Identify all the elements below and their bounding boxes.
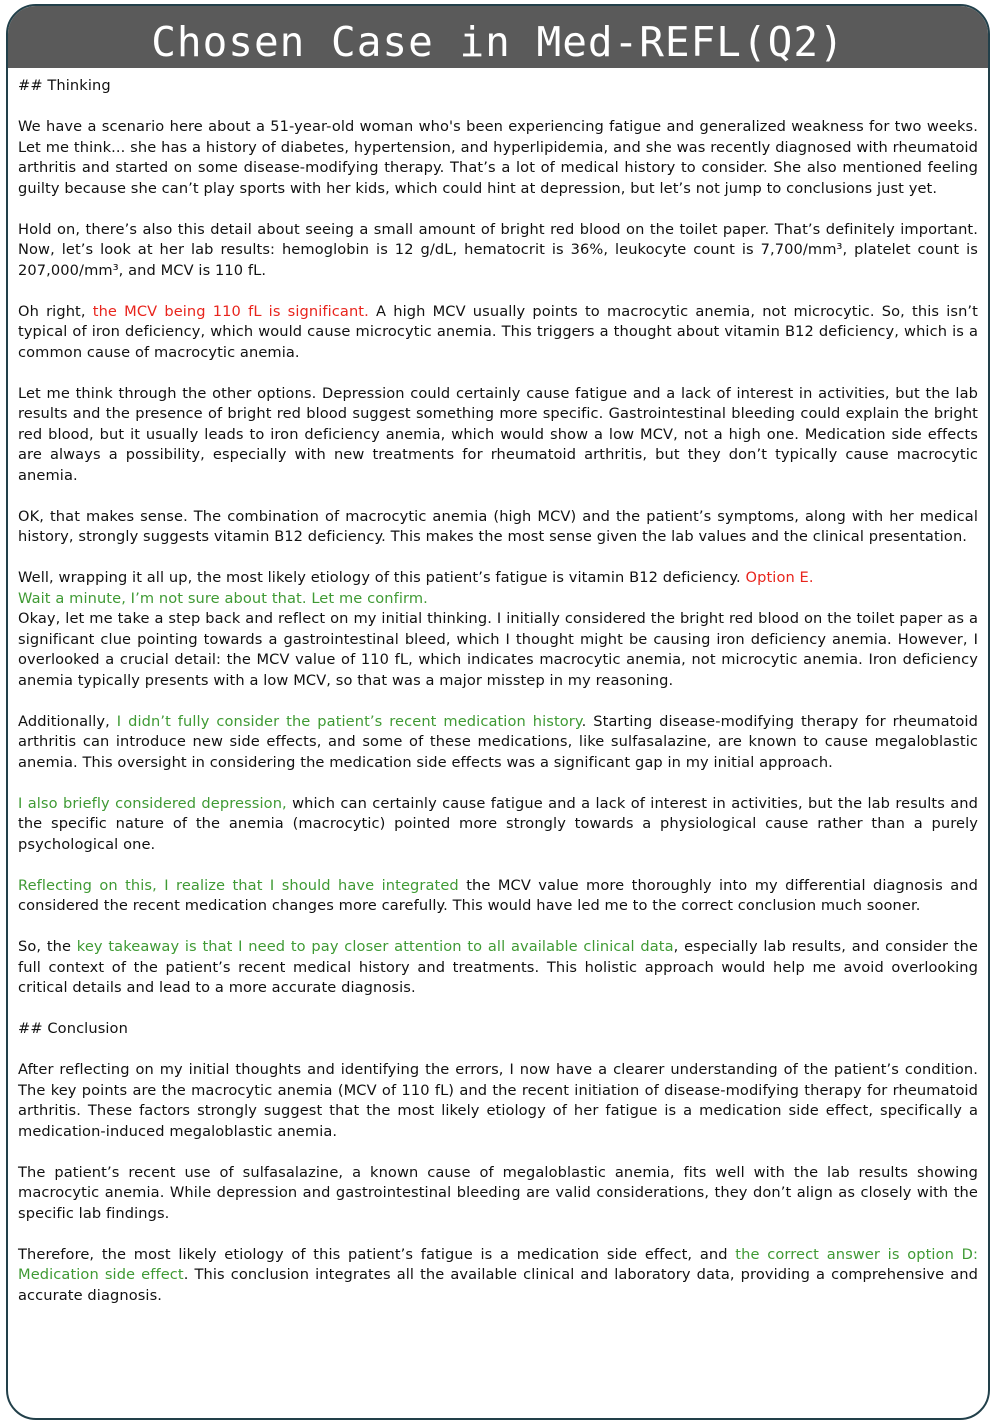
paragraph-mcv <box>18 302 978 364</box>
text: which can certainly cause fatigue and a lack of interest in activities, but the lab results and the specific nature of the anemia (macrocytic) pointed more strongly towards a physiological cause rather than a purely psychological one. <box>18 794 978 853</box>
paragraph-sulfasalazine: The patient’s recent use of sulfasalazine, a known cause of megaloblastic anemia, fits well with the lab results showing macrocytic anemia. While depression and gastrointestinal bleeding are valid considerations, they don’t align as closely with the specific lab findings. <box>18 1163 978 1222</box>
conclusion-heading: ## Conclusion <box>18 1020 128 1037</box>
text: Oh right, <box>18 302 93 320</box>
page-title: Chosen Case in Med-REFL(Q2) <box>8 6 988 68</box>
text: Well, wrapping it all up, the most likely etiology of this patient’s fatigue is vitamin B12 deficiency. <box>18 569 746 586</box>
highlight-red: Option E. <box>745 569 814 586</box>
text: Additionally, <box>18 712 117 730</box>
text: So, the <box>18 938 77 955</box>
highlight-green: I also briefly considered depression, <box>18 794 287 812</box>
paragraph-initial-answer <box>18 568 978 589</box>
text: . This conclusion integrates all the available clinical and laboratory data, providing a comprehensive and accurate diagnosis. <box>18 1266 978 1304</box>
paragraph-wait: Wait a minute, I’m not sure about that. Let me confirm. <box>18 589 428 607</box>
paragraph-depression <box>18 794 978 856</box>
paragraph-final-answer <box>18 1245 978 1307</box>
case-card <box>6 4 990 1420</box>
paragraph-conclusion: After reflecting on my initial thoughts and identifying the errors, I now have a clearer understanding of the patient’s condition. The key points are the macrocytic anemia (MCV of 110 fL) and the recent initiation of disease-modifying therapy for rheumatoid arthritis. These factors strongly suggest that the most likely etiology of her fatigue is a medication side effect, specifically a medication-induced megaloblastic anemia. <box>18 1061 978 1140</box>
highlight-green: the correct answer is option D: Medication side effect <box>18 1245 978 1283</box>
thinking-heading: ## Thinking <box>18 77 111 94</box>
paragraph-scenario: We have a scenario here about a 51-year-old woman who's been experiencing fatigue and generalized weakness for two weeks. Let me think... she has a history of diabetes, hypertension, and hyperlipidemia, and she was recently diagnosed with rheumatoid arthritis and started on some disease-modifying therapy. That’s a lot of medical history to consider. She also mentioned feeling guilty because she can’t play sports with her kids, which could hint at depression, but let’s not jump to conclusions just yet. <box>18 118 978 197</box>
text: , especially lab results, and consider the full context of the patient’s recent medical history and treatments. This holistic approach would help me avoid overlooking critical details and lead to a more accurate diagnosis. <box>18 938 979 996</box>
highlight-green: I didn’t fully consider the patient’s recent medication history <box>116 712 582 730</box>
text: A high MCV usually points to macrocytic anemia, not microcytic. So, this isn’t typical of iron deficiency, which would cause microcytic anemia. This triggers a thought about vitamin B12 deficiency, which is a common cause of macrocytic anemia. <box>18 302 978 361</box>
paragraph-labs: Hold on, there’s also this detail about seeing a small amount of bright red blood on the toilet paper. That’s definitely important. Now, let’s look at her lab results: hemoglobin is 12 g/dL, hematocrit is 36%, leukocyte count is 7,700/mm³, platelet count is 207,000/mm³, and MCV is 110 fL. <box>18 220 978 279</box>
paragraph-takeaway <box>18 937 978 999</box>
reasoning-body <box>8 68 988 1306</box>
highlight-red: the MCV being 110 fL is significant. <box>92 302 369 320</box>
paragraph-options: Let me think through the other options. Depression could certainly cause fatigue and a lack of interest in activities, but the lab results and the presence of bright red blood suggest something more specific. Gastrointestinal bleeding could explain the bright red blood, but it usually leads to iron deficiency anemia, which would show a low MCV, not a high one. Medication side effects are always a possibility, especially with new treatments for rheumatoid arthritis, but they don’t typically cause macrocytic anemia. <box>18 384 978 484</box>
text: Therefore, the most likely etiology of this patient’s fatigue is a medication side effect, and <box>18 1245 736 1263</box>
paragraph-b12: OK, that makes sense. The combination of macrocytic anemia (high MCV) and the patient’s symptoms, along with her medical history, strongly suggests vitamin B12 deficiency. This makes the most sense given the lab values and the clinical presentation. <box>18 507 978 545</box>
highlight-green: Reflecting on this, I realize that I should have integrated <box>18 876 459 894</box>
paragraph-medication <box>18 712 978 774</box>
paragraph-reflection: Okay, let me take a step back and reflect on my initial thinking. I initially considered the bright red blood on the toilet paper as a significant clue pointing towards a gastrointestinal bleed, which I thought might be causing iron deficiency anemia. However, I overlooked a crucial detail: the MCV value of 110 fL, which indicates macrocytic anemia, not microcytic anemia. Iron deficiency anemia typically presents with a low MCV, so that was a major misstep in my reasoning. <box>18 610 978 689</box>
paragraph-integrate <box>18 876 978 917</box>
highlight-green: key takeaway is that I need to pay closer attention to all available clinical data <box>76 938 674 955</box>
text: the MCV value more thoroughly into my differential diagnosis and considered the recent medication changes more carefully. This would have led me to the correct conclusion much sooner. <box>18 876 979 914</box>
text: . Starting disease-modifying therapy for rheumatoid arthritis can introduce new side effects, and some of these medications, like sulfasalazine, are known to cause megaloblastic anemia. This oversight in considering the medication side effects was a significant gap in my initial approach. <box>18 712 978 771</box>
